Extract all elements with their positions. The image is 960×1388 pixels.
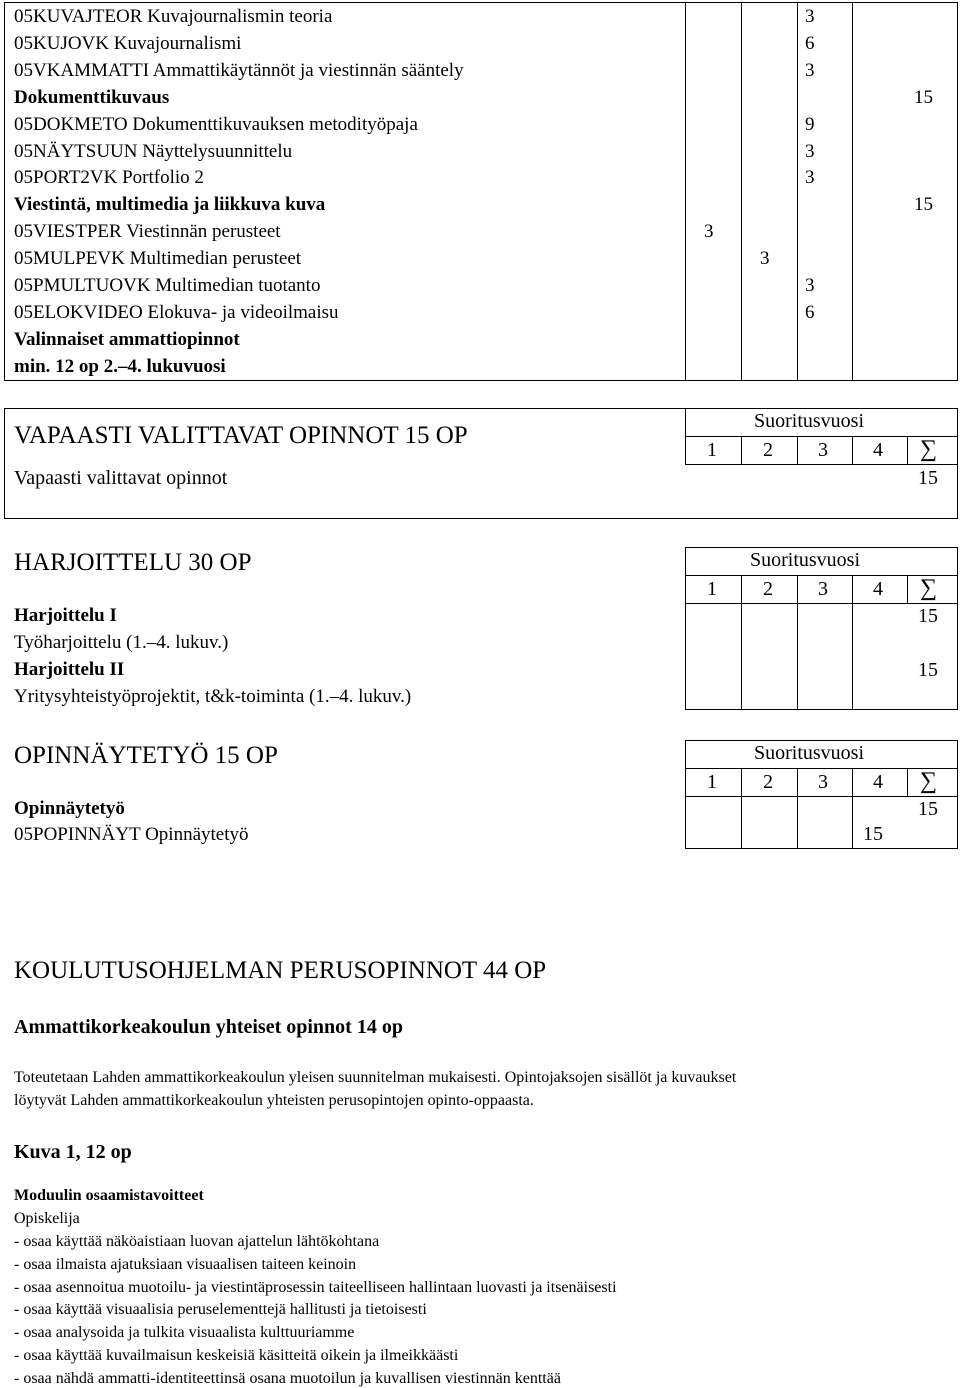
top-table-row-label: 05NÄYTSUUN Näyttelysuunnittelu	[14, 140, 293, 162]
harjoittelu-2-desc: Yritysyhteistyöprojektit, t&k-toiminta (1.–4. lukuv.)	[14, 686, 412, 707]
top-table-row-label: Valinnaiset ammattiopinnot	[14, 328, 240, 350]
vapaasti-year-2: 2	[763, 439, 773, 461]
bullet-item: - osaa käyttää kuvailmaisun keskeisiä käsitteitä oikein ja ilmeikkäästi	[14, 1347, 459, 1364]
top-table-row-label: 05PMULTUOVK Multimedian tuotanto	[14, 275, 321, 296]
bullet-item: - osaa analysoida ja tulkita visuaalista kulttuuriamme	[14, 1324, 355, 1342]
opinnaytetyo-item-code: 05POPINNÄYT Opinnäytetyö	[14, 824, 249, 845]
perusopinnot-para-line1: Toteutetaan Lahden ammattikorkeakoulun yleisen suunnitelman mukaisesti. Opintojaksojen sisällöt ja kuvaukset	[14, 1069, 737, 1086]
vapaasti-row-sum: 15	[918, 467, 938, 489]
top-table-cell-c4: 6	[805, 301, 815, 323]
harjoittelu-suoritusvuosi: Suoritusvuosi	[750, 549, 861, 571]
top-table-row-label: 05VIESTPER Viestinnän perusteet	[14, 221, 281, 243]
top-table-cell-c4: 9	[805, 113, 815, 135]
vapaasti-year-1: 1	[707, 439, 717, 461]
opinnaytetyo-heading: OPINNÄYTETYÖ 15 OP	[14, 742, 278, 769]
harjoittelu-year-1: 1	[707, 578, 717, 600]
vapaasti-year-3: 3	[818, 439, 828, 461]
top-table-cell-c4: 3	[805, 59, 815, 81]
opinnaytetyo-item-year4: 15	[863, 823, 883, 845]
opinnaytetyo-year-3: 3	[818, 771, 828, 793]
top-table-cell-c1: 3	[704, 221, 714, 243]
top-table-cell-c4: 3	[805, 6, 815, 27]
harjoittelu-1-title: Harjoittelu I	[14, 605, 117, 626]
top-table-row-label: Dokumenttikuvaus	[14, 86, 170, 108]
perusopinnot-subheading: Ammattikorkeakoulun yhteiset opinnot 14 op	[14, 1016, 403, 1038]
harjoittelu-2-title: Harjoittelu II	[14, 659, 125, 680]
opinnaytetyo-item-title: Opinnäytetyö	[14, 798, 125, 819]
harjoittelu-1-desc: Työharjoittelu (1.–4. lukuv.)	[14, 632, 229, 653]
kuva-heading: Kuva 1, 12 op	[14, 1141, 132, 1163]
top-table-cell-sum: 15	[914, 86, 933, 108]
harjoittelu-year-3: 3	[818, 578, 828, 600]
opinnaytetyo-year-2: 2	[763, 771, 773, 793]
top-table-cell-c2: 3	[760, 248, 770, 270]
perusopinnot-heading: KOULUTUSOHJELMAN PERUSOPINNOT 44 OP	[14, 957, 547, 984]
moduuli-heading: Moduulin osaamistavoitteet	[14, 1187, 204, 1204]
bullet-item: - osaa nähdä ammatti-identiteettinsä osana muotoilun ja kuvallisen viestinnän kenttää	[14, 1369, 561, 1387]
top-table-row-label: 05KUVAJTEOR Kuvajournalismin teoria	[14, 6, 333, 27]
bullet-item: - osaa käyttää näköaistiaan luovan ajattelun lähtökohtana	[14, 1233, 380, 1250]
harjoittelu-1-sum: 15	[918, 605, 938, 627]
harjoittelu-heading: HARJOITTELU 30 OP	[14, 549, 252, 576]
bullet-item: - osaa käyttää visuaalisia peruselementtejä hallitusti ja tietoisesti	[14, 1301, 427, 1319]
vapaasti-row-label: Vapaasti valittavat opinnot	[14, 467, 228, 489]
perusopinnot-para-line2: löytyvät Lahden ammattikorkeakoulun yhteisten perusopintojen opinto-oppaasta.	[14, 1092, 534, 1109]
top-table-cell-sum: 15	[914, 194, 933, 216]
bullet-item: - osaa ilmaista ajatuksiaan visuaalisen taiteen keinoin	[14, 1255, 357, 1273]
vapaasti-heading: VAPAASTI VALITTAVAT OPINNOT 15 OP	[14, 422, 468, 449]
opinnaytetyo-suoritusvuosi: Suoritusvuosi	[754, 742, 865, 764]
opinnaytetyo-item-sum: 15	[918, 798, 938, 820]
vapaasti-sigma: ∑	[920, 436, 938, 462]
top-table-row-label: 05DOKMETO Dokumenttikuvauksen metodityöpaja	[14, 113, 418, 135]
top-table-row-label: Viestintä, multimedia ja liikkuva kuva	[14, 194, 326, 216]
harjoittelu-sigma: ∑	[920, 575, 938, 601]
top-table-row-label: 05PORT2VK Portfolio 2	[14, 167, 204, 189]
harjoittelu-2-sum: 15	[918, 659, 938, 681]
opinnaytetyo-year-4: 4	[873, 771, 883, 793]
harjoittelu-year-2: 2	[763, 578, 773, 600]
top-table-row-label: 05VKAMMATTI Ammattikäytännöt ja viestinnän sääntely	[14, 59, 464, 81]
top-table-row-label: 05KUJOVK Kuvajournalismi	[14, 32, 242, 54]
opinnaytetyo-year-1: 1	[707, 771, 717, 793]
top-table-cell-c4: 3	[805, 167, 815, 189]
opinnaytetyo-sigma: ∑	[920, 768, 938, 794]
opiskelija-label: Opiskelija	[14, 1210, 80, 1227]
top-table-row-label: 05MULPEVK Multimedian perusteet	[14, 248, 302, 270]
top-table-row-label: 05ELOKVIDEO Elokuva- ja videoilmaisu	[14, 301, 339, 323]
top-table-cell-c4: 3	[805, 275, 815, 296]
top-table-row-label: min. 12 op 2.–4. lukuvuosi	[14, 355, 226, 377]
vapaasti-year-4: 4	[873, 439, 883, 461]
top-table-cell-c4: 3	[805, 140, 815, 162]
top-table-cell-c4: 6	[805, 32, 815, 54]
vapaasti-suoritusvuosi: Suoritusvuosi	[754, 410, 865, 432]
harjoittelu-year-4: 4	[873, 578, 883, 600]
bullet-item: - osaa asennoitua muotoilu- ja viestintäprosessin taiteelliseen hallintaan luovasti ja itsenäisesti	[14, 1278, 617, 1296]
